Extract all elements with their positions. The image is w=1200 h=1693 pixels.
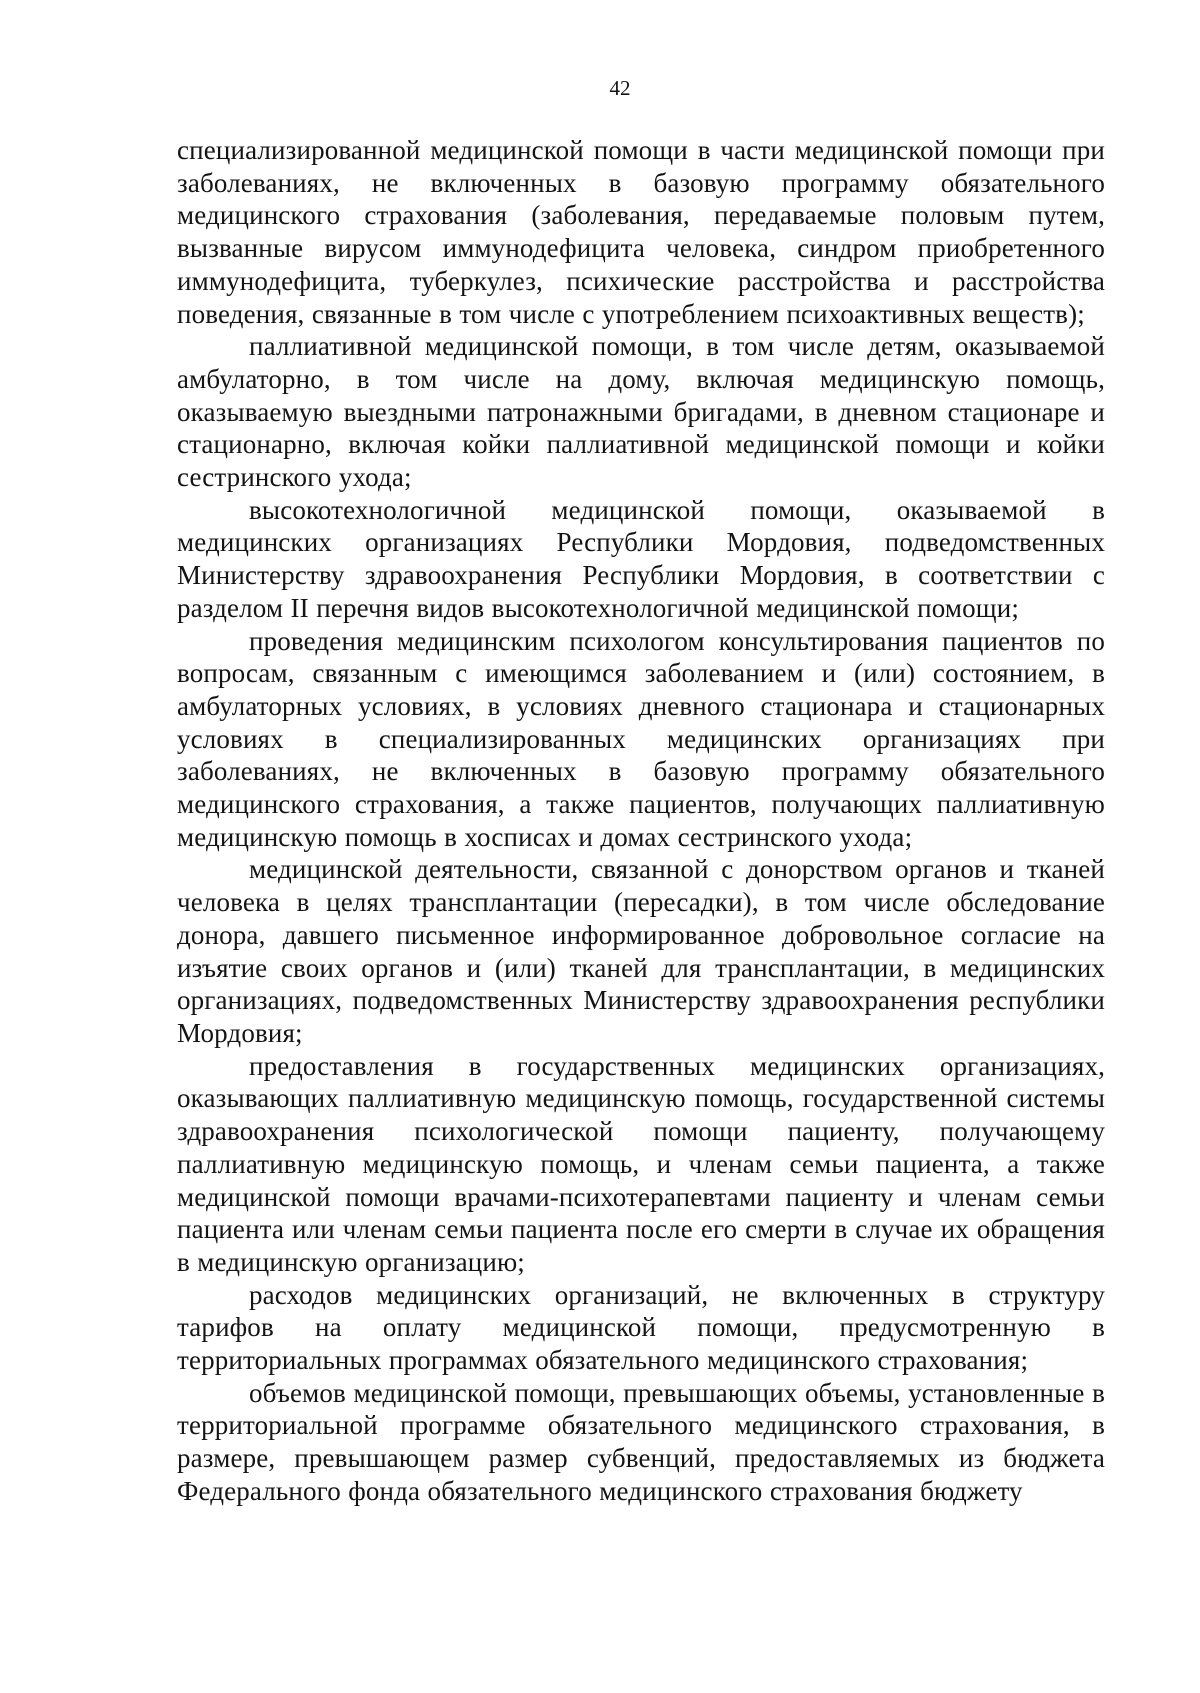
paragraph-organization-expenses: расходов медицинских организаций, не включенных в структуру тарифов на оплату медицинской помощи, предусмотренную в территориальных программах обязательного медицинского страхования; (177, 1279, 1105, 1376)
document-body (177, 134, 1105, 1508)
page-number: 42 (609, 76, 631, 100)
paragraph-high-tech-care: высокотехнологичной медицинской помощи, оказываемой в медицинских организациях Республики Мордовия, подведомственных Министерству здравоохранения Республики Мордовия, в соответствии с разделом II перечня видов высокотехнологичной медицинской помощи; (177, 494, 1105, 623)
paragraph-palliative-care: паллиативной медицинской помощи, в том числе детям, оказываемой амбулаторно, в том числе на дому, включая медицинскую помощь, оказываемую выездными патронажными бригадами, в дневном стационаре и стационарно, включая койки паллиативной медицинской помощи и койки сестринского ухода; (177, 331, 1105, 493)
paragraph-specialized-care: специализированной медицинской помощи в части медицинской помощи при заболеваниях, не включенных в базовую программу обязательного медицинского страхования (заболевания, передаваемые половым путем, вызванные вирусом иммунодефицита человека, синдром приобретенного иммунодефицита, туберкулез, психические расстройства и расстройства поведения, связанные в том числе с употреблением психоактивных веществ); (177, 135, 1105, 329)
paragraph-excess-volumes: объемов медицинской помощи, превышающих объемы, установленные в территориальной программе обязательного медицинского страхования, в размере, превышающем размер субвенций, предоставляемых из бюджета Федерального фонда обязательного медицинского страхования бюджету (177, 1377, 1105, 1506)
paragraph-organ-donation: медицинской деятельности, связанной с донорством органов и тканей человека в целях трансплантации (пересадки), в том числе обследование донора, давшего письменное информированное добровольное согласие на изъятие своих органов и (или) тканей для трансплантации, в медицинских организациях, подведомственных Министерству здравоохранения республики Мордовия; (177, 854, 1105, 1048)
paragraph-psychologist-consulting: проведения медицинским психологом консультирования пациентов по вопросам, связанным с имеющимся заболеванием и (или) состоянием, в амбулаторных условиях, в условиях дневного стационара и стационарных условиях в специализированных медицинских организациях при заболеваниях, не включенных в базовую программу обязательного медицинского страхования, а также пациентов, получающих паллиативную медицинскую помощь в хосписах и домах сестринского ухода; (177, 625, 1105, 852)
paragraph-psychological-help: предоставления в государственных медицинских организациях, оказывающих паллиативную медицинскую помощь, государственной системы здравоохранения психологической помощи пациенту, получающему паллиативную медицинскую помощь, и членам семьи пациента, а также медицинской помощи врачами-психотерапевтами пациенту и членам семьи пациента или членам семьи пациента после его смерти в случае их обращения в медицинскую организацию; (177, 1050, 1105, 1277)
